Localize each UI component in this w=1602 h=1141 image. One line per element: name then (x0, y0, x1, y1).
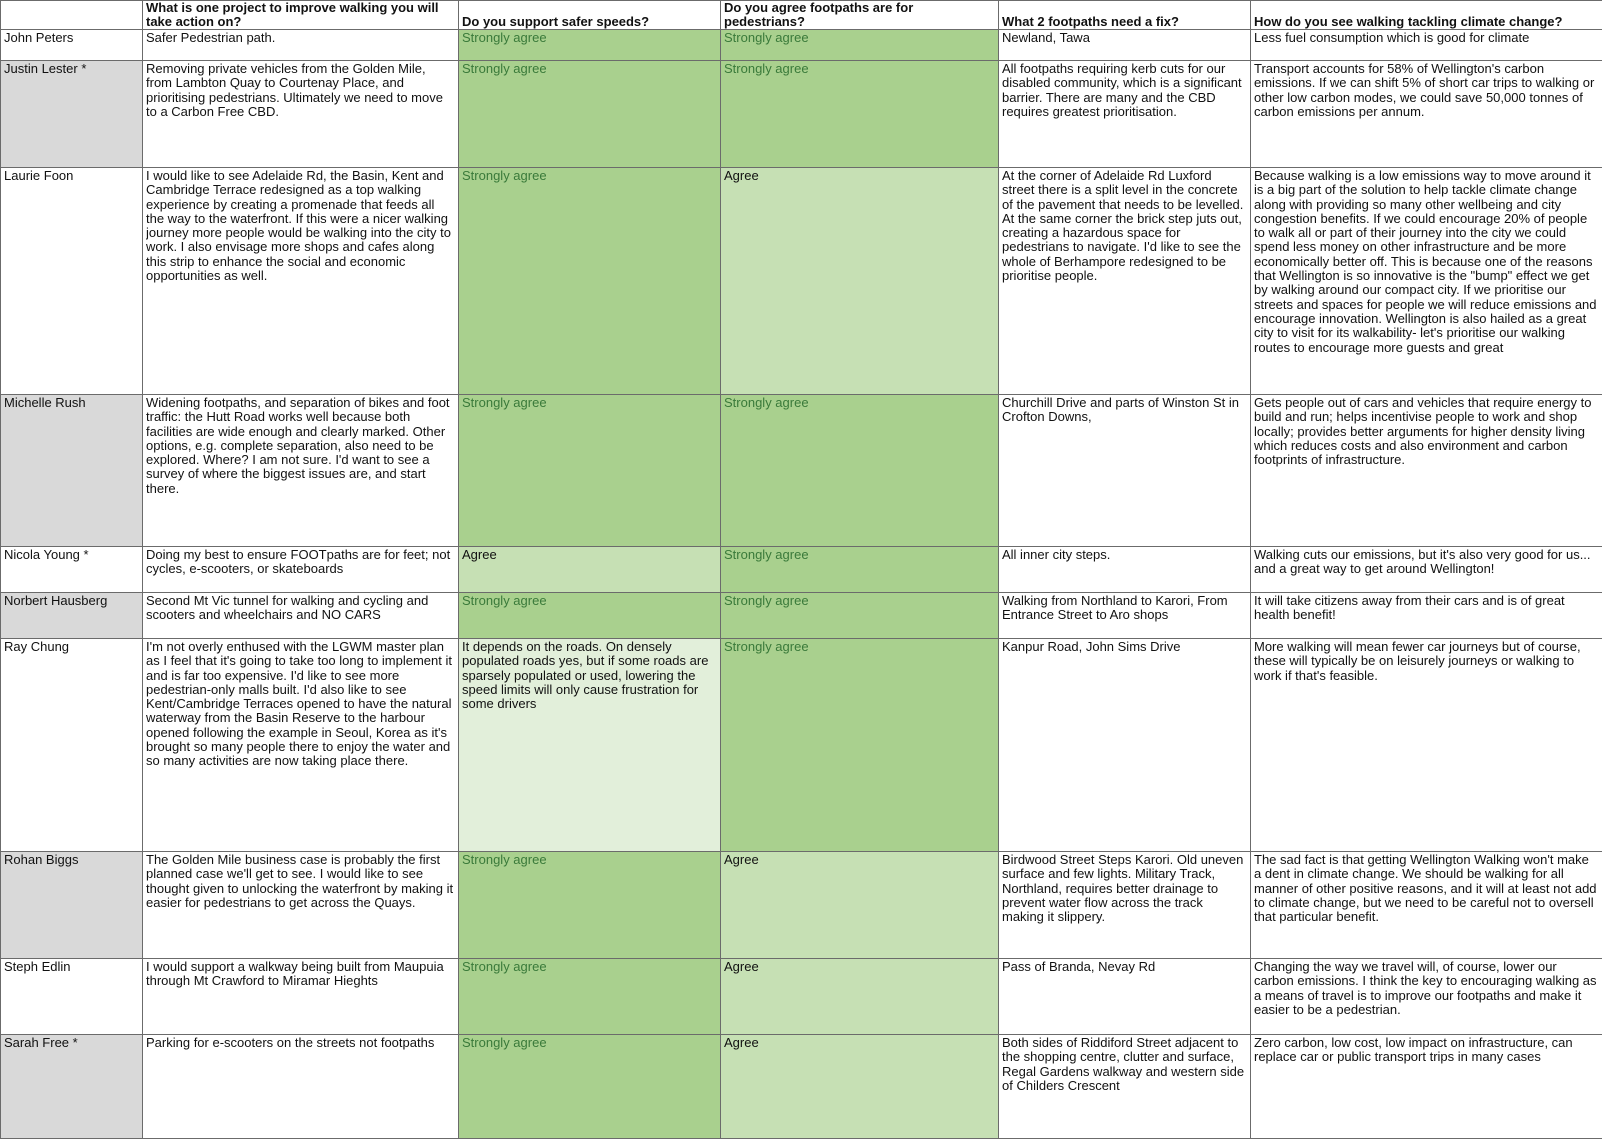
climate-cell[interactable] (1251, 30, 1602, 61)
project-cell[interactable] (143, 547, 459, 593)
cell-text: Strongly agree (462, 396, 547, 410)
table-row (1, 852, 1602, 959)
cell-text: I would like to see Adelaide Rd, the Basin, Kent and Cambridge Terrace redesigned as a top walking experience by creating a promenade that feeds all the way to the waterfront. If this were a nicer walking journey more people would be walking into the city to work. I also envisage more shops and cafes along this strip to enhance the social and economic opportunities as well. (146, 169, 451, 284)
footpaths-cell[interactable] (721, 395, 999, 547)
footpaths-cell[interactable] (721, 547, 999, 593)
name-cell[interactable] (1, 852, 143, 959)
table-row (1, 593, 1602, 639)
cell-text: Strongly agree (462, 31, 547, 45)
cell-text: The Golden Mile business case is probably the first planned case we'll get to see. I would like to see thought given to unlocking the waterfront by making it easier for pedestrians to get across the Quays. (146, 853, 454, 910)
table-row (1, 639, 1602, 852)
table-row (1, 30, 1602, 61)
cell-text: Walking cuts our emissions, but it's also very good for us... and a great way to get around Wellington! (1254, 548, 1591, 577)
cell-text: I'm not overly enthused with the LGWM master plan as I feel that it's going to take too long to implement it and is far too expensive. I'd like to see more pedestrian-only malls built. I'd also like to see Kent/Cambridge Terraces opened to have the natural waterway from the Basin Reserve to the harbour opened following the example in Seoul, Korea as it's brought so many people there to enjoy the water and so many activities are now taking place there. (146, 640, 452, 769)
speeds-cell[interactable] (459, 395, 721, 547)
speeds-cell[interactable] (459, 639, 721, 852)
header-footpaths[interactable]: Do you agree footpaths are for pedestrians? (721, 1, 999, 30)
cell-text: More walking will mean fewer car journeys but of course, these will typically be on leisurely journeys or walking to work if that's feasible. (1254, 640, 1581, 683)
name-cell[interactable] (1, 547, 143, 593)
name-cell[interactable] (1, 639, 143, 852)
cell-text: Strongly agree (462, 594, 547, 608)
cell-text: Safer Pedestrian path. (146, 31, 276, 45)
cell-text: Sarah Free * (4, 1036, 78, 1050)
header-climate[interactable]: How do you see walking tackling climate change? (1251, 1, 1602, 30)
speeds-cell[interactable] (459, 959, 721, 1035)
cell-text: Agree (724, 853, 759, 867)
cell-text: Justin Lester * (4, 62, 87, 76)
footpaths-cell[interactable] (721, 61, 999, 168)
cell-text: Agree (724, 1036, 759, 1050)
cell-text: Agree (724, 169, 759, 183)
footpaths-cell[interactable] (721, 639, 999, 852)
cell-text: Newland, Tawa (1002, 31, 1090, 45)
name-cell[interactable] (1, 30, 143, 61)
climate-cell[interactable] (1251, 395, 1602, 547)
name-cell[interactable] (1, 168, 143, 395)
header-name[interactable] (1, 1, 143, 30)
speeds-cell[interactable] (459, 1035, 721, 1139)
cell-text: Strongly agree (724, 640, 809, 654)
name-cell[interactable] (1, 1035, 143, 1139)
fix-cell[interactable] (999, 30, 1251, 61)
cell-text: Removing private vehicles from the Golden Mile, from Lambton Quay to Courtenay Place, and prioritising pedestrians. Ultimately we need to move to a Carbon Free CBD. (146, 62, 443, 119)
cell-text: Laurie Foon (4, 169, 74, 183)
cell-text: I would support a walkway being built from Maupuia through Mt Crawford to Miramar Hieghts (146, 960, 444, 989)
cell-text: Churchill Drive and parts of Winston St in Crofton Downs, (1002, 396, 1239, 425)
fix-cell[interactable] (999, 639, 1251, 852)
cell-text: Norbert Hausberg (4, 594, 108, 608)
cell-text: It will take citizens away from their cars and is of great health benefit! (1254, 594, 1565, 623)
name-cell[interactable] (1, 395, 143, 547)
cell-text: Strongly agree (724, 594, 809, 608)
cell-text: Strongly agree (724, 548, 809, 562)
project-cell[interactable] (143, 593, 459, 639)
speeds-cell[interactable] (459, 547, 721, 593)
fix-cell[interactable] (999, 593, 1251, 639)
cell-text: Strongly agree (462, 853, 547, 867)
header-speeds[interactable]: Do you support safer speeds? (459, 1, 721, 30)
footpaths-cell[interactable] (721, 1035, 999, 1139)
speeds-cell[interactable] (459, 30, 721, 61)
cell-text: Strongly agree (724, 396, 809, 410)
header-fix[interactable]: What 2 footpaths need a fix? (999, 1, 1251, 30)
cell-text: Second Mt Vic tunnel for walking and cycling and scooters and wheelchairs and NO CARS (146, 594, 429, 623)
cell-text: Strongly agree (462, 1036, 547, 1050)
speeds-cell[interactable] (459, 593, 721, 639)
cell-text: Changing the way we travel will, of course, lower our carbon emissions. I think the key to encouraging walking as a means of travel is to improve our footpaths and make it easier to be a pedestrian. (1254, 960, 1597, 1017)
footpaths-cell[interactable] (721, 852, 999, 959)
cell-text: Strongly agree (462, 62, 547, 76)
speeds-cell[interactable] (459, 61, 721, 168)
name-cell[interactable] (1, 61, 143, 168)
climate-cell[interactable] (1251, 593, 1602, 639)
cell-text: Parking for e-scooters on the streets not footpaths (146, 1036, 435, 1050)
project-cell[interactable] (143, 639, 459, 852)
table-row (1, 959, 1602, 1035)
fix-cell[interactable] (999, 168, 1251, 395)
project-cell[interactable] (143, 30, 459, 61)
header-project[interactable]: What is one project to improve walking you will take action on? (143, 1, 459, 30)
footpaths-cell[interactable] (721, 593, 999, 639)
cell-text: Less fuel consumption which is good for climate (1254, 31, 1530, 45)
cell-text: Strongly agree (724, 62, 809, 76)
cell-text: Transport accounts for 58% of Wellington's carbon emissions. If we can shift 5% of short car trips to walking or other low carbon modes, we could save 50,000 tonnes of carbon emissions per annum. (1254, 62, 1595, 119)
cell-text: All inner city steps. (1002, 548, 1111, 562)
climate-cell[interactable] (1251, 852, 1602, 959)
cell-text: Michelle Rush (4, 396, 86, 410)
cell-text: Because walking is a low emissions way to move around it is a big part of the solution to help tackle climate change along with providing so many other wellbeing and city congestion benefits. If we could encourage 20% of people to walk all or part of their journey into the city we could spend less money on other infrastructure and be more economically better off. This is because one of the reasons that Wellington is so innovative is the "bump" effect we get by walking around our compact city. If we prioritise our streets and spaces for people we will reduce emissions and encourage innovation. Wellington is also hailed as a great city to visit for its walkability- let's prioritise our walking routes to encourage more guests and great (1254, 169, 1597, 355)
cell-text: Both sides of Riddiford Street adjacent to the shopping centre, clutter and surface, Regal Gardens walkway and western side of Childers Crescent (1002, 1036, 1245, 1093)
cell-text: Strongly agree (462, 960, 547, 974)
climate-cell[interactable] (1251, 639, 1602, 852)
climate-cell[interactable] (1251, 959, 1602, 1035)
climate-cell[interactable] (1251, 1035, 1602, 1139)
project-cell[interactable] (143, 61, 459, 168)
cell-text: Birdwood Street Steps Karori. Old uneven surface and few lights. Military Track, Northland, requires better drainage to prevent water flow across the track making it slippery. (1002, 853, 1244, 925)
name-cell[interactable] (1, 959, 143, 1035)
footpaths-cell[interactable] (721, 959, 999, 1035)
name-cell[interactable] (1, 593, 143, 639)
cell-text: Pass of Branda, Nevay Rd (1002, 960, 1156, 974)
cell-text: Gets people out of cars and vehicles that require energy to build and run; helps incentivise people to work and shop locally; provides better arguments for higher density living which reduces costs and also environment and carbon footprints of infrastructure. (1254, 396, 1592, 468)
cell-text: At the corner of Adelaide Rd Luxford street there is a split level in the concrete of the pavement that needs to be levelled. At the same corner the brick step juts out, creating a hazardous space for pedestrians to navigate. I'd like to see the whole of Berhampore redesigned to be prioritise people. (1002, 169, 1244, 284)
cell-text: Agree (462, 548, 497, 562)
cell-text: Rohan Biggs (4, 853, 79, 867)
climate-cell[interactable] (1251, 168, 1602, 395)
footpaths-cell[interactable] (721, 168, 999, 395)
header-row (1, 1, 1602, 30)
fix-cell[interactable] (999, 547, 1251, 593)
cell-text: John Peters (4, 31, 74, 45)
cell-text: Doing my best to ensure FOOTpaths are for feet; not cycles, e-scooters, or skateboards (146, 548, 451, 577)
cell-text: Strongly agree (462, 169, 547, 183)
project-cell[interactable] (143, 168, 459, 395)
table-row (1, 168, 1602, 395)
table-row (1, 61, 1602, 168)
cell-text: The sad fact is that getting Wellington Walking won't make a dent in climate change. We should be walking for all manner of other positive reasons, and it will at least not add to climate change, but we need to be careful not to oversell that particular benefit. (1254, 853, 1597, 925)
table-row (1, 547, 1602, 593)
cell-text: Zero carbon, low cost, low impact on infrastructure, can replace car or public transport trips in many cases (1254, 1036, 1573, 1065)
table-row (1, 1035, 1602, 1139)
fix-cell[interactable] (999, 959, 1251, 1035)
cell-text: Steph Edlin (4, 960, 71, 974)
speeds-cell[interactable] (459, 852, 721, 959)
footpaths-cell[interactable] (721, 30, 999, 61)
project-cell[interactable] (143, 395, 459, 547)
cell-text: Nicola Young * (4, 548, 89, 562)
fix-cell[interactable] (999, 852, 1251, 959)
cell-text: It depends on the roads. On densely populated roads yes, but if some roads are sparsely populated or used, lowering the speed limits will only cause frustration for some drivers (462, 640, 709, 712)
project-cell[interactable] (143, 1035, 459, 1139)
speeds-cell[interactable] (459, 168, 721, 395)
fix-cell[interactable] (999, 1035, 1251, 1139)
cell-text: Ray Chung (4, 640, 70, 654)
cell-text: Strongly agree (724, 31, 809, 45)
climate-cell[interactable] (1251, 61, 1602, 168)
project-cell[interactable] (143, 852, 459, 959)
cell-text: Agree (724, 960, 759, 974)
cell-text: Widening footpaths, and separation of bikes and foot traffic: the Hutt Road works well because both facilities are wide enough and clearly marked. Other options, e.g. complete separation, also need to be explored. Where? I am not sure. I'd want to see a survey of where the biggest issues are, and start there. (146, 396, 450, 496)
cell-text: All footpaths requiring kerb cuts for our disabled community, which is a significant barrier. There are many and the CBD requires greatest prioritisation. (1002, 62, 1242, 119)
climate-cell[interactable] (1251, 547, 1602, 593)
project-cell[interactable] (143, 959, 459, 1035)
fix-cell[interactable] (999, 61, 1251, 168)
table-row (1, 395, 1602, 547)
fix-cell[interactable] (999, 395, 1251, 547)
cell-text: Kanpur Road, John Sims Drive (1002, 640, 1181, 654)
cell-text: Walking from Northland to Karori, From Entrance Street to Aro shops (1002, 594, 1228, 623)
